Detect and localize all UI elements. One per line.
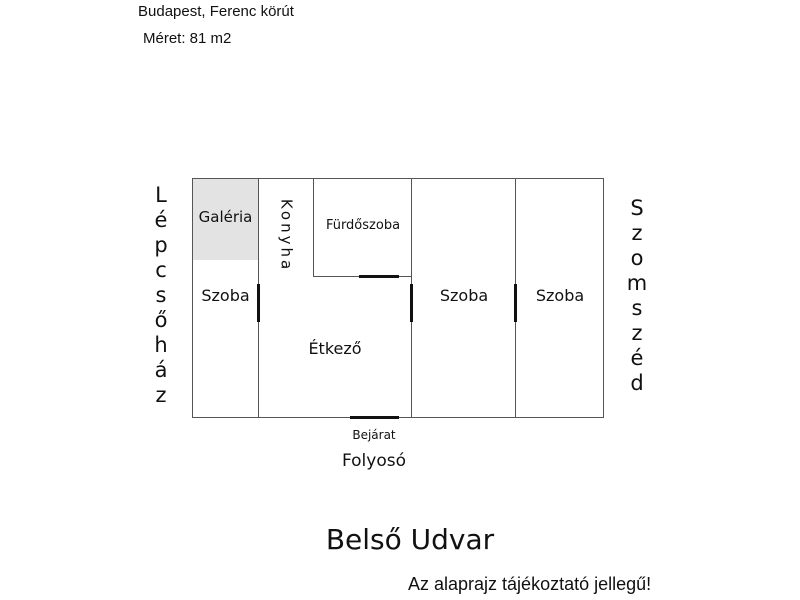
room-label-szoba-2: Szoba (439, 286, 489, 305)
room-label-szoba-3: Szoba (535, 286, 585, 305)
vertical-letter: s (155, 283, 167, 307)
label-szomszed (626, 198, 648, 398)
room-label-etkezo: Étkező (308, 339, 362, 358)
vertical-letter: d (630, 371, 644, 395)
vertical-letter: o (630, 246, 644, 270)
vertical-letter: é (154, 208, 168, 232)
door-entrance (350, 416, 399, 419)
room-label-furdoszoba: Fürdőszoba (325, 218, 401, 233)
label-lepcsohaz (150, 185, 172, 410)
vertical-letter: L (155, 183, 167, 207)
room-label-galeria: Galéria (198, 208, 253, 226)
vertical-letter: h (154, 333, 168, 357)
vertical-letter: S (630, 196, 644, 220)
room-label-szoba-1: Szoba (201, 286, 250, 305)
room-label-konyha: Konyha (277, 198, 296, 273)
outer-wall-top (192, 178, 604, 179)
label-folyoso: Folyosó (341, 451, 406, 471)
door-furdoszoba (359, 275, 399, 278)
address-label: Budapest, Ferenc körút (138, 3, 294, 20)
vertical-letter: s (631, 296, 643, 320)
vertical-letter: ő (154, 308, 168, 332)
size-label: Méret: 81 m2 (143, 30, 232, 47)
vertical-letter: z (631, 321, 643, 345)
vertical-letter: á (154, 358, 168, 382)
vertical-letter: é (630, 346, 644, 370)
disclaimer-text: Az alaprajz tájékoztató jellegű! (408, 574, 652, 594)
vertical-letter: p (154, 233, 168, 257)
vertical-letter: z (155, 383, 167, 407)
vertical-letter: z (631, 221, 643, 245)
vertical-letter: m (626, 271, 648, 295)
vertical-letter: c (155, 258, 167, 282)
label-bejarat: Bejárat (352, 428, 396, 442)
label-belso-udvar: Belső Udvar (325, 523, 495, 556)
